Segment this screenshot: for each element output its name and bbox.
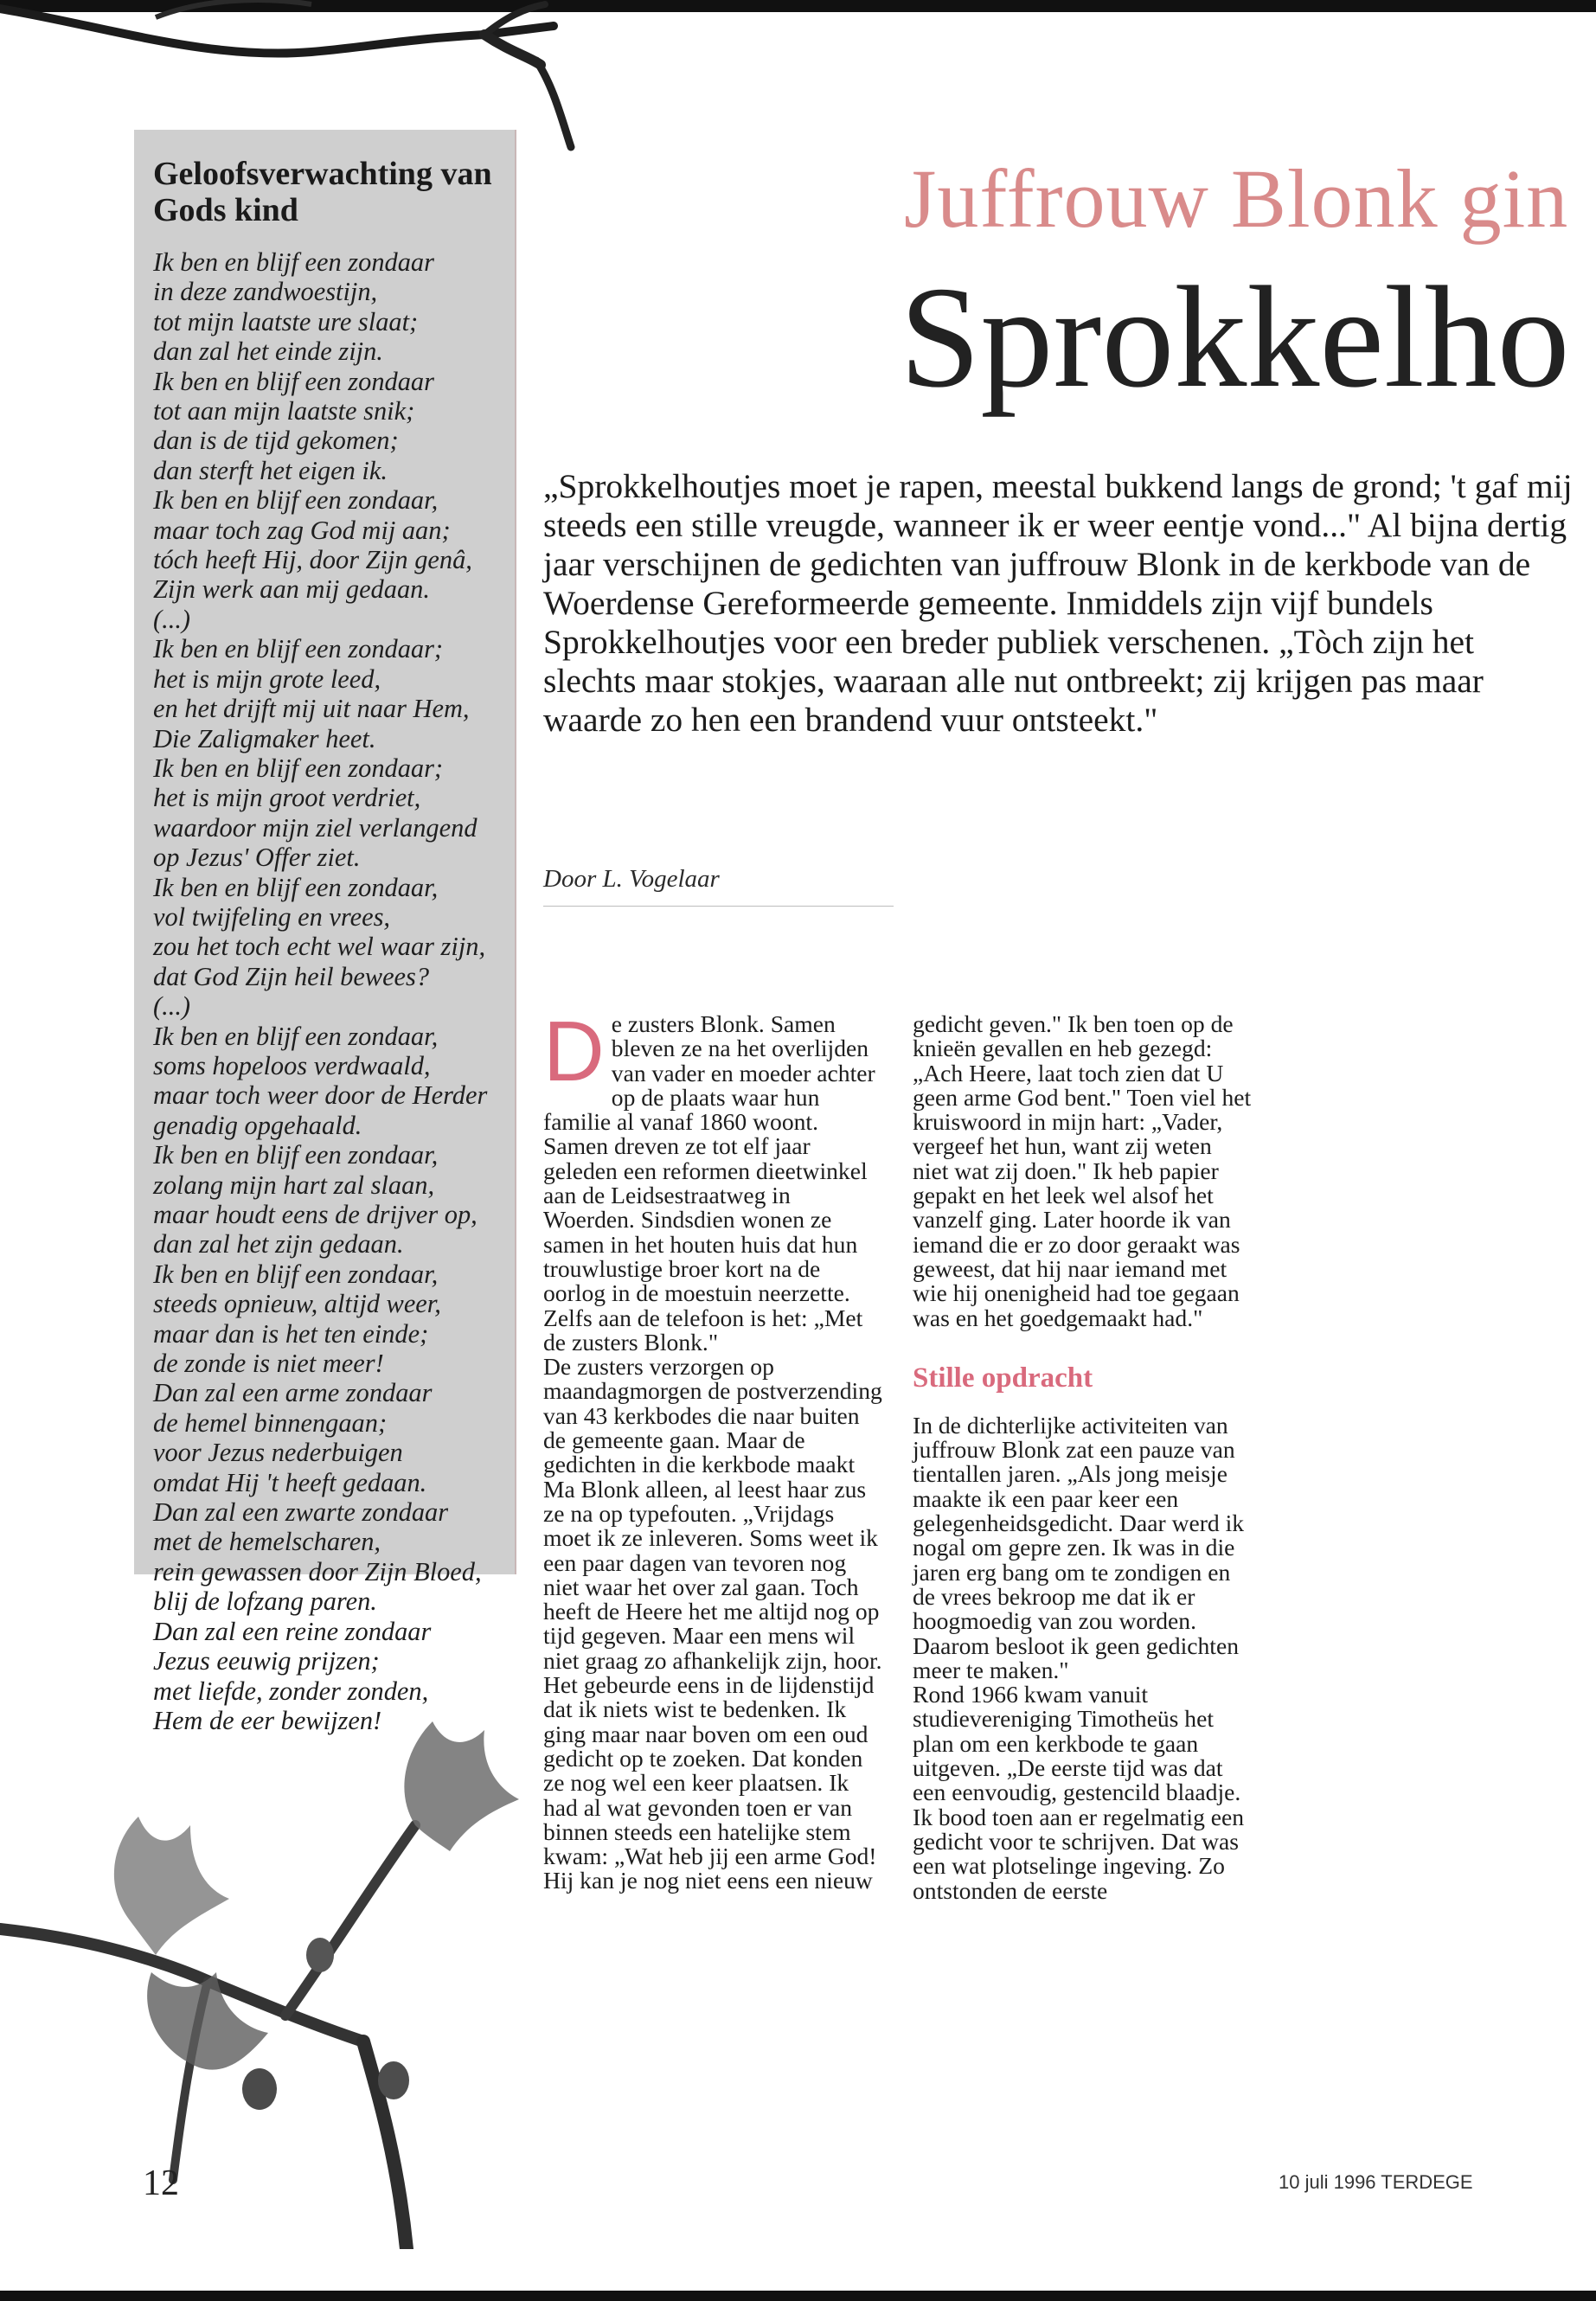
poem-line: (...) [153, 604, 191, 634]
paragraph: De zusters verzorgen op maandagmorgen de postverzending van 43 kerkbodes die naar buiten de gemeente gaan. Maar de gedichten in die kerkbode maakt Ma Blonk alleen, al leest haar zus ze na op typefouten. „Vrijdags moet ik ze inleveren. Soms weet ik een paar dagen van tevoren nog niet waar het over zal gaan. Toch heeft de Heere het me altijd nog op tijd gegeven. Maar een mens wil niet graag zo afhankelijk zijn, hoor. [543, 1353, 882, 1674]
poem-line: dat God Zijn heil bewees? [153, 961, 430, 991]
paragraph: gedicht geven." Ik ben toen op de knieën gevallen en heb gezegd: „Ach Heere, laat toch zien dat U geen arme God bent." Toen viel het kruiswoord in mijn hart: „Vader, vergeef het hun, want zij weten niet wat zij doen." Ik heb papier gepakt en het leek wel alsof het vanzelf ging. Later hoorde ik van iemand die er zo door geraakt was geweest, dat hij naar iemand met wie hij onenigheid had toe gegaan was en het goedgemaakt had." [913, 1010, 1252, 1331]
poem-line: maar toch zag God mij aan; [153, 515, 451, 545]
poem-line: tóch heeft Hij, door Zijn genâ, [153, 545, 472, 575]
poem-line: maar toch weer door de Herder [153, 1080, 488, 1111]
poem-line: Dan zal een reine zondaar [153, 1616, 432, 1646]
poem-line: Ik ben en blijf een zondaar, [153, 485, 439, 516]
poem-line: dan sterft het eigen ik. [153, 455, 388, 485]
issue-footer: 10 juli 1996 TERDEGE [1279, 2171, 1473, 2193]
poem-line: Ik ben en blijf een zondaar; [153, 753, 444, 783]
poem-line: dan zal het zijn gedaan. [153, 1229, 404, 1259]
poem-line: waardoor mijn ziel verlangend [153, 812, 478, 843]
poem-line: Dan zal een zwarte zondaar [153, 1497, 449, 1528]
poem-line: genadig opgehaald. [153, 1110, 362, 1140]
poem-line: het is mijn groot verdriet, [153, 783, 421, 813]
poem-line: maar houdt eens de drijver op, [153, 1200, 478, 1229]
poem-line: omdat Hij 't heeft gedaan. [153, 1467, 427, 1497]
poem-line: vol twijfeling en vrees, [153, 901, 391, 932]
bottom-rule [0, 2291, 1596, 2301]
poem-line: en het drijft mij uit naar Hem, [153, 694, 470, 724]
paragraph: e zusters Blonk. Samen bleven ze na het overlijden van vader en moeder achter op de plaats waar hun familie al vanaf 1860 woont. Samen dreven ze tot elf jaar geleden een reformen dieetwinkel aan de Leidsestraatweg in Woerden. Sindsdien wonen ze samen in het houten huis dat hun trouwlustige broer kort na de oorlog in de moestuin neerzette. Zelfs aan de telefoon is het: „Met de zusters Blonk." [543, 1010, 875, 1356]
poem-line: Ik ben en blijf een zondaar, [153, 1140, 439, 1170]
poem-line: soms hopeloos verdwaald, [153, 1050, 431, 1080]
poem-line: Ik ben en blijf een zondaar, [153, 1259, 439, 1289]
article-intro: „Sprokkelhoutjes moet je rapen, meestal bukkend langs de grond; 't gaf mij steeds een stille vreugde, wanneer ik er weer eentje vond..." Al bijna dertig jaar verschijnen de gedichten van juffrouw Blonk in de kerkbode van de Woerdense Gereformeerde gemeente. Inmiddels zijn vijf bundels Sprokkelhoutjes voor een breder publiek verschenen. „Tòch zijn het slechts maar stokjes, waaraan alle nut ontbreekt; zij krijgen pas maar waarde zo hen een brandend vuur ontsteekt." [543, 467, 1573, 739]
poem-line: Die Zaligmaker heet. [153, 723, 376, 753]
fig-branch-illustration [0, 1695, 571, 2249]
poem-line: Ik ben en blijf een zondaar [153, 366, 434, 396]
poem-line: tot aan mijn laatste snik; [153, 396, 415, 426]
body-column-right [913, 1012, 1252, 1903]
poem-line: Zijn werk aan mij gedaan. [153, 574, 430, 605]
article-headline: Sprokkelho [900, 257, 1570, 418]
poem-line: maar dan is het ten einde; [153, 1318, 429, 1349]
poem-line: Ik ben en blijf een zondaar [153, 247, 434, 277]
poem-line: tot mijn laatste ure slaat; [153, 306, 419, 336]
poem-line: (...) [153, 991, 191, 1022]
poem-line: Ik ben en blijf een zondaar; [153, 634, 444, 664]
poem-line: zolang mijn hart zal slaan, [153, 1170, 435, 1200]
poem-line: op Jezus' Offer ziet. [153, 843, 361, 873]
poem-line: zou het toch echt wel waar zijn, [153, 932, 486, 962]
poem-line: Hem de eer bewijzen! [153, 1705, 382, 1735]
poem-line: dan is de tijd gekomen; [153, 426, 399, 456]
paragraph: In de dichterlijke activiteiten van juffrouw Blonk zat een pauze van tientallen jaren. „Als jong meisje maakte ik een paar keer een gelegenheidsgedicht. Daar werd ik nogal om gepre zen. Ik was in die jaren erg bang om te zondigen en de vrees bekroop me dat ik er hoogmoedig van zou worden. Daarom besloot ik geen gedichten meer te maken." [913, 1411, 1245, 1683]
poem-line: Dan zal een arme zondaar [153, 1378, 433, 1408]
poem-line: de hemel binnengaan; [153, 1407, 388, 1438]
poem-line: met liefde, zonder zonden, [153, 1676, 429, 1706]
poem-line: in deze zandwoestijn, [153, 277, 378, 307]
poem-line: steeds opnieuw, altijd weer, [153, 1289, 441, 1319]
article-kicker: Juffrouw Blonk gin [904, 152, 1569, 245]
drop-cap: D [543, 1003, 605, 1099]
byline: Door L. Vogelaar [543, 865, 894, 907]
poem-line: Ik ben en blijf een zondaar, [153, 872, 439, 902]
poem-title: Geloofsverwachting van Gods kind [153, 156, 492, 228]
poem-line: Jezus eeuwig prijzen; [153, 1646, 380, 1676]
poem-line: dan zal het einde zijn. [153, 336, 383, 367]
paragraph: Rond 1966 kwam vanuit studievereniging Timotheüs het plan om een kerkbode te gaan uitgeven. „De eerste tijd was dat een eenvoudig, gestencild blaadje. Ik bood toen aan er regelmatig een gedicht voor te schrijven. Dat was een wat plotselinge ingeving. Zo ontstonden de eerste [913, 1681, 1245, 1904]
poem-line: blij de lofzang paren. [153, 1586, 377, 1617]
poem-line: Ik ben en blijf een zondaar, [153, 1021, 439, 1051]
poem-line: met de hemelscharen, [153, 1527, 381, 1557]
section-subhead: Stille opdracht [913, 1362, 1093, 1394]
page-number: 12 [143, 2163, 179, 2203]
body-column-left [543, 1003, 882, 1894]
poem-lines [153, 247, 503, 1735]
poem-sidebar [134, 130, 516, 1735]
poem-line: de zonde is niet meer! [153, 1349, 384, 1379]
poem-line: voor Jezus nederbuigen [153, 1438, 403, 1468]
poem-line: het is mijn grote leed, [153, 663, 381, 694]
paragraph: Het gebeurde eens in de lijdenstijd dat ik niets wist te bedenken. Ik ging maar naar boven om een oud gedicht op te zoeken. Dat konden ze nog wel een keer plaatsen. Ik had al wat gevonden toen er van binnen steeds een hatelijke stem kwam: „Wat heb jij een arme God! Hij kan je nog niet eens een nieuw [543, 1671, 877, 1894]
poem-line: rein gewassen door Zijn Bloed, [153, 1556, 482, 1586]
